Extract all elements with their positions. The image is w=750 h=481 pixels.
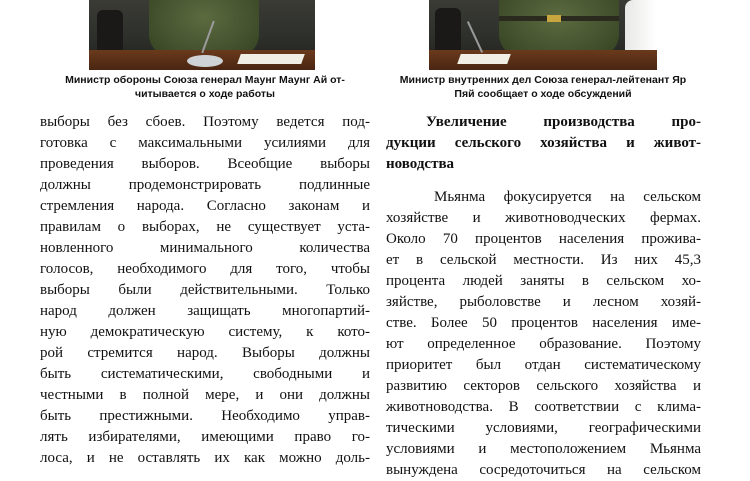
body-line: процента людей заняты в сельском хо- [386,273,701,289]
body-line: лоса, и не оставлять их как можно доль- [40,450,370,466]
body-line: ют определенное образование. Поэтому [386,336,701,352]
caption-line: Министр внутренних дел Союза генерал-лейтенант Яр [399,74,687,86]
paper-shape [237,54,305,64]
defence-minister-photo [89,0,315,70]
heading-line: дукции сельского хозяйства и живот- [386,135,701,151]
belt-buckle-shape [547,15,561,22]
body-line: Мьянма фокусируется на сельском [434,189,701,205]
home-affairs-minister-photo [429,0,657,70]
body-line: правилам о выборах, не существует уста- [40,219,370,235]
body-line: честными в полной мере, и они должны [40,387,370,403]
body-line: приоритет был отдан систематическому [386,357,701,373]
body-line: быть систематическими, свободными и [40,366,370,382]
body-line: стве. Более 50 процентов населения име- [386,315,701,331]
body-line: проведения выборов. Всеобщие выборы [40,156,370,172]
caption-line: Министр обороны Союза генерал Маунг Маунг Ай от- [65,74,345,86]
body-line: развитию секторов сельского хозяйства и [386,378,701,394]
body-line: тическими условиями, географическими [386,420,701,436]
heading-line: Увеличение производства про- [426,114,701,130]
article-column-right [386,112,701,481]
body-line: лять избирателями, имеющими право го- [40,429,370,445]
body-line: новленного минимального количества [40,240,370,256]
caption-line: Пяй сообщает о ходе обсуждений [454,88,632,100]
body-line: хозяйстве и животноводческих фермах. [386,210,701,226]
body-line: животноводства. В соответствии с клима- [386,399,701,415]
caption-line: читывается о ходе работы [134,88,275,100]
photo-caption-right [378,73,708,101]
body-line: готовка с максимальными усилиями для [40,135,370,151]
body-line: быть престижными. Необходимо управ- [40,408,370,424]
article-column-left [40,112,370,469]
body-line: ет в сельской местности. Из них 45,3 [386,252,701,268]
body-line: выборы без сбоев. Поэтому ведется под- [40,114,370,130]
body-line: условиями и местоположением Мьянма [386,441,701,457]
body-line: вынуждена сосредоточиться на сельском [386,462,701,478]
body-line: стремления народа. Согласно законам и [40,198,370,214]
body-line: народ должен защищать многопартий- [40,303,370,319]
body-line: должны продемонстрировать подлинные [40,177,370,193]
body-line: Около 70 процентов населения прожива- [386,231,701,247]
microphone-stem [467,21,483,53]
heading-line: новодства [386,156,455,172]
body-line: голосов, необходимого для того, чтобы [40,261,370,277]
body-line: выборы были действительными. Только [40,282,370,298]
section-heading [386,112,701,175]
body-line: рой стремится народ. Выборы должны [40,345,370,361]
microphone-base [187,55,223,67]
body-line: ную демократическую систему, к кото- [40,324,370,340]
paper-shape [457,54,511,64]
body-line: зяйстве, рыболовстве и лесном хозяй- [386,294,701,310]
photo-caption-left [40,73,370,101]
